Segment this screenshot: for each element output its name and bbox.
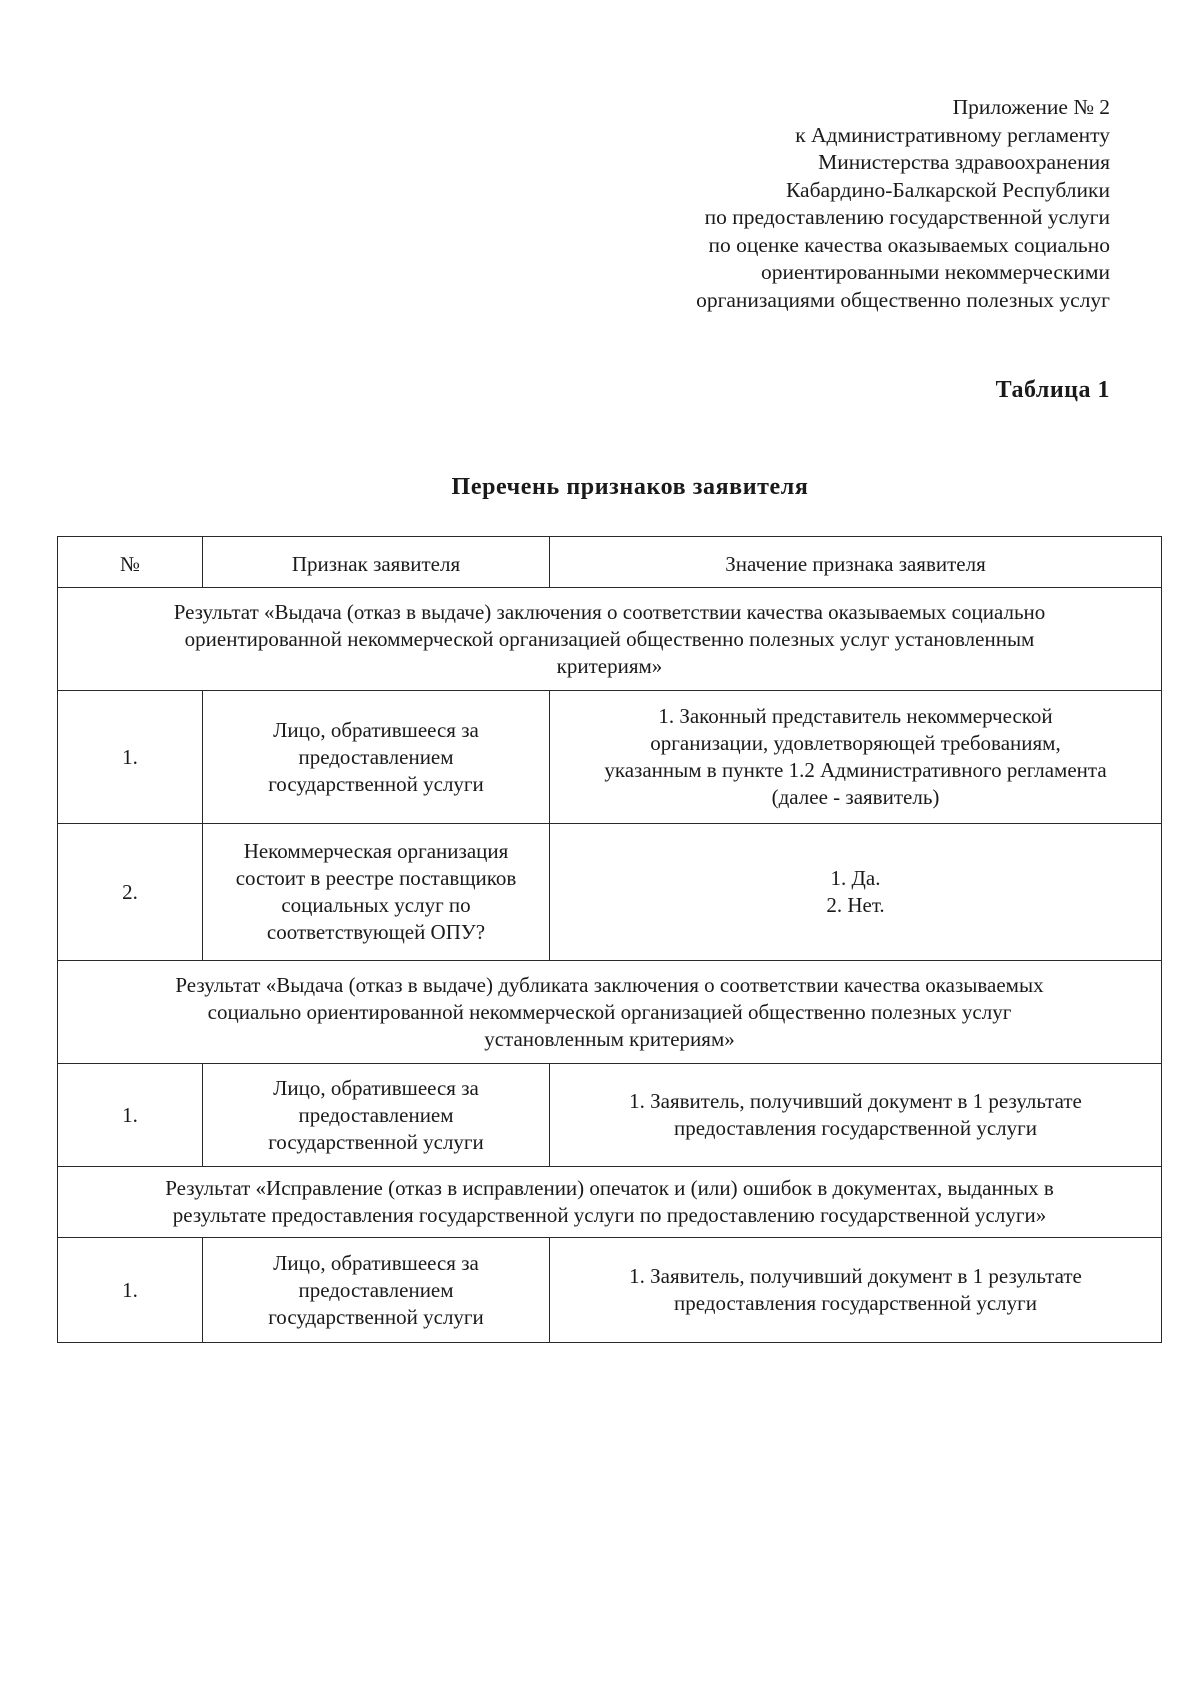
row-sign: [203, 1238, 550, 1343]
result-cell: [58, 588, 1162, 691]
value-line: 1. Заявитель, получивший документ в 1 результате: [629, 1264, 1082, 1288]
appendix-line: организациями общественно полезных услуг: [696, 287, 1110, 312]
sign-line: состоит в реестре поставщиков: [235, 866, 517, 890]
header-num: №: [58, 537, 203, 588]
sign-line: предоставлением: [298, 1102, 454, 1127]
result-line: Результат «Выдача (отказ в выдаче) заключения о соответствии качества оказываемых социально: [173, 599, 1046, 624]
result-line: установленным критериям»: [484, 1026, 735, 1051]
row-sign: [203, 691, 550, 824]
value-line: указанным в пункте 1.2 Административного регламента: [604, 758, 1107, 782]
table-row: [58, 824, 1162, 961]
table-header-row: [58, 537, 1162, 588]
row-num: 1.: [58, 1064, 203, 1167]
result-cell: [58, 961, 1162, 1064]
row-sign: [203, 1064, 550, 1167]
sign-line: Лицо, обратившееся за: [273, 717, 479, 742]
sign-line: Лицо, обратившееся за: [273, 1250, 479, 1275]
row-num: 1.: [58, 1238, 203, 1343]
sign-line: предоставлением: [298, 1277, 454, 1302]
result-row: [58, 1167, 1162, 1238]
value-line: 1. Законный представитель некоммерческой: [658, 704, 1053, 728]
row-value: [550, 824, 1162, 961]
appendix-header: [550, 94, 1110, 314]
result-row: [58, 961, 1162, 1064]
value-line: предоставления государственной услуги: [674, 1116, 1037, 1140]
table-row: [58, 1064, 1162, 1167]
result-line: результате предоставления государственной услуги по предоставлению государственной услуги»: [172, 1203, 1047, 1227]
table-row: [58, 1238, 1162, 1343]
appendix-line: к Административному регламенту: [795, 122, 1110, 147]
appendix-line: Кабардино-Балкарской Республики: [785, 177, 1110, 202]
result-cell: [58, 1167, 1162, 1238]
appendix-line: ориентированными некоммерческими: [760, 260, 1110, 284]
row-num: 2.: [58, 824, 203, 961]
sign-line: государственной услуги: [268, 1129, 484, 1154]
value-line: предоставления государственной услуги: [674, 1291, 1037, 1315]
value-line: 1. Да.: [830, 866, 881, 890]
sign-line: предоставлением: [298, 744, 454, 769]
appendix-line: по предоставлению государственной услуги: [704, 205, 1110, 229]
value-line: организации, удовлетворяющей требованиям,: [650, 731, 1061, 755]
table-label: Таблица 1: [995, 377, 1110, 403]
header-sign: Признак заявителя: [203, 537, 550, 588]
result-line: социально ориентированной некоммерческой организацией общественно полезных услуг: [207, 999, 1012, 1024]
sign-line: соответствующей ОПУ?: [266, 920, 486, 944]
result-row: [58, 588, 1162, 691]
row-sign: [203, 824, 550, 961]
appendix-line: Приложение № 2: [952, 95, 1110, 119]
sign-line: Лицо, обратившееся за: [273, 1075, 479, 1100]
sign-line: социальных услуг по: [281, 893, 471, 917]
value-line: 1. Заявитель, получивший документ в 1 результате: [629, 1089, 1082, 1113]
value-line: (далее - заявитель): [771, 785, 940, 809]
result-line: Результат «Исправление (отказ в исправлении) опечаток и (или) ошибок в документах, выданных в: [165, 1176, 1054, 1200]
result-line: Результат «Выдача (отказ в выдаче) дубликата заключения о соответствии качества оказываемых: [175, 972, 1044, 997]
value-line: 2. Нет.: [826, 893, 885, 917]
sign-line: Некоммерческая организация: [243, 839, 509, 863]
document-title: Перечень признаков заявителя: [451, 474, 809, 500]
appendix-line: Министерства здравоохранения: [818, 150, 1110, 174]
sign-line: государственной услуги: [268, 1304, 484, 1329]
row-value: [550, 1064, 1162, 1167]
sign-line: государственной услуги: [268, 771, 484, 796]
appendix-line: по оценке качества оказываемых социально: [708, 232, 1110, 257]
row-num: 1.: [58, 691, 203, 824]
row-value: [550, 1238, 1162, 1343]
applicant-signs-table: [57, 536, 1162, 1343]
row-value: [550, 691, 1162, 824]
result-line: ориентированной некоммерческой организацией общественно полезных услуг установленным: [184, 626, 1035, 651]
header-value: Значение признака заявителя: [550, 537, 1162, 588]
table-row: [58, 691, 1162, 824]
result-line: критериям»: [556, 653, 663, 678]
